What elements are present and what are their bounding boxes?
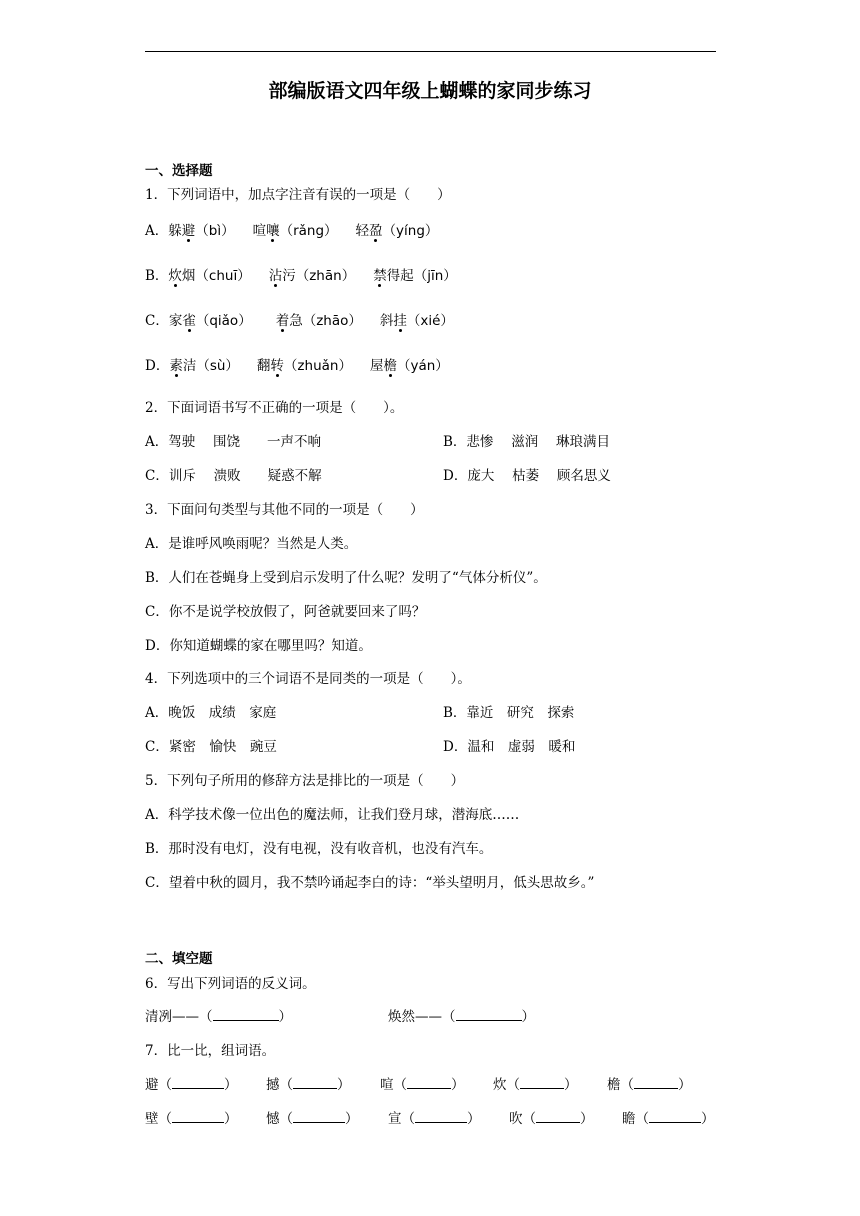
question-7-row2-item: 壁（ ） [145,1111,238,1127]
question-1-stem: 1．下列词语中，加点字注音有误的一项是（ ） [145,187,451,203]
question-7-row2-item: 宣（ ） [388,1111,481,1127]
question-1-option-a: A．躲避（bì） 喧嚷（rǎng） 轻盈（yíng） [145,223,439,239]
question-7-row1-item: 喧（ ） [380,1077,465,1093]
answer-blank[interactable] [407,1075,451,1089]
answer-blank[interactable] [456,1007,522,1021]
question-4-option-a: A．晚饭 成绩 家庭 [145,705,277,721]
question-7-row1-item: 炊（ ） [493,1077,578,1093]
answer-blank[interactable] [520,1075,564,1089]
question-7-row1-item: 避（ ） [145,1077,238,1093]
question-6-stem: 6．写出下列词语的反义词。 [145,976,316,992]
question-7-row2-item: 瞻（ ） [622,1111,715,1127]
question-7-row2-item: 吹（ ） [509,1111,594,1127]
question-3-option-c: C．你不是说学校放假了，阿爸就要回来了吗？ [145,604,426,620]
answer-blank[interactable] [172,1109,224,1123]
question-2-option-d: D．庞大 枯萎 顾名思义 [443,468,611,484]
question-3-option-a: A．是谁呼风唤雨呢？当然是人类。 [145,536,358,552]
page-title: 部编版语文四年级上蝴蝶的家同步练习 [268,80,592,102]
answer-blank[interactable] [536,1109,580,1123]
question-2-option-b: B．悲惨 滋润 琳琅满目 [443,434,611,450]
question-5-option-c: C．望着中秋的圆月，我不禁吟诵起李白的诗：“举头望明月，低头思故乡。” [145,875,595,891]
question-1-option-d: D．素洁（sù） 翻转（zhuǎn） 屋檐（yán） [145,358,449,374]
question-2-option-a: A．驾驶 围饶 一声不响 [145,434,322,450]
question-7-stem: 7．比一比，组词语。 [145,1043,276,1059]
answer-blank[interactable] [213,1007,279,1021]
header-rule [145,51,716,52]
question-3-option-d: D．你知道蝴蝶的家在哪里吗？知道。 [145,638,372,654]
section-heading-choice: 一、选择题 [145,163,213,179]
question-5-option-b: B．那时没有电灯，没有电视，没有收音机，也没有汽车。 [145,841,493,857]
answer-blank[interactable] [293,1109,345,1123]
question-4-option-c: C．紧密 愉快 豌豆 [145,739,277,755]
question-7-row1-item: 檐（ ） [607,1077,692,1093]
question-1-option-b: B．炊烟（chuī） 沾污（zhān） 禁得起（jīn） [145,268,457,284]
question-3-option-b: B．人们在苍蝇身上受到启示发明了什么呢？发明了“气体分析仪”。 [145,570,547,586]
question-4-option-b: B．靠近 研究 探索 [443,705,575,721]
answer-blank[interactable] [415,1109,467,1123]
section-heading-fill: 二、填空题 [145,951,213,967]
question-5-stem: 5．下列句子所用的修辞方法是排比的一项是（ ） [145,773,465,789]
question-2-option-c: C．训斥 溃败 疑惑不解 [145,468,322,484]
answer-blank[interactable] [172,1075,224,1089]
question-4-stem: 4．下列选项中的三个词语不是同类的一项是（ ）。 [145,671,471,687]
answer-blank[interactable] [634,1075,678,1089]
question-5-option-a: A．科学技术像一位出色的魔法师，让我们登月球，潜海底…… [145,807,520,823]
question-6-item-b: 焕然——（ ） [388,1009,535,1025]
question-1-option-c: C．家雀（qiǎo） 着急（zhāo） 斜挂（xié） [145,313,454,329]
question-7-row1-item: 撼（ ） [266,1077,351,1093]
question-3-stem: 3．下面问句类型与其他不同的一项是（ ） [145,502,424,518]
answer-blank[interactable] [293,1075,337,1089]
question-2-stem: 2．下面词语书写不正确的一项是（ ）。 [145,400,404,416]
answer-blank[interactable] [649,1109,701,1123]
question-6-item-a: 清冽——（ ） [145,1009,292,1025]
question-7-row2-item: 憾（ ） [266,1111,359,1127]
question-4-option-d: D．温和 虚弱 暖和 [443,739,576,755]
